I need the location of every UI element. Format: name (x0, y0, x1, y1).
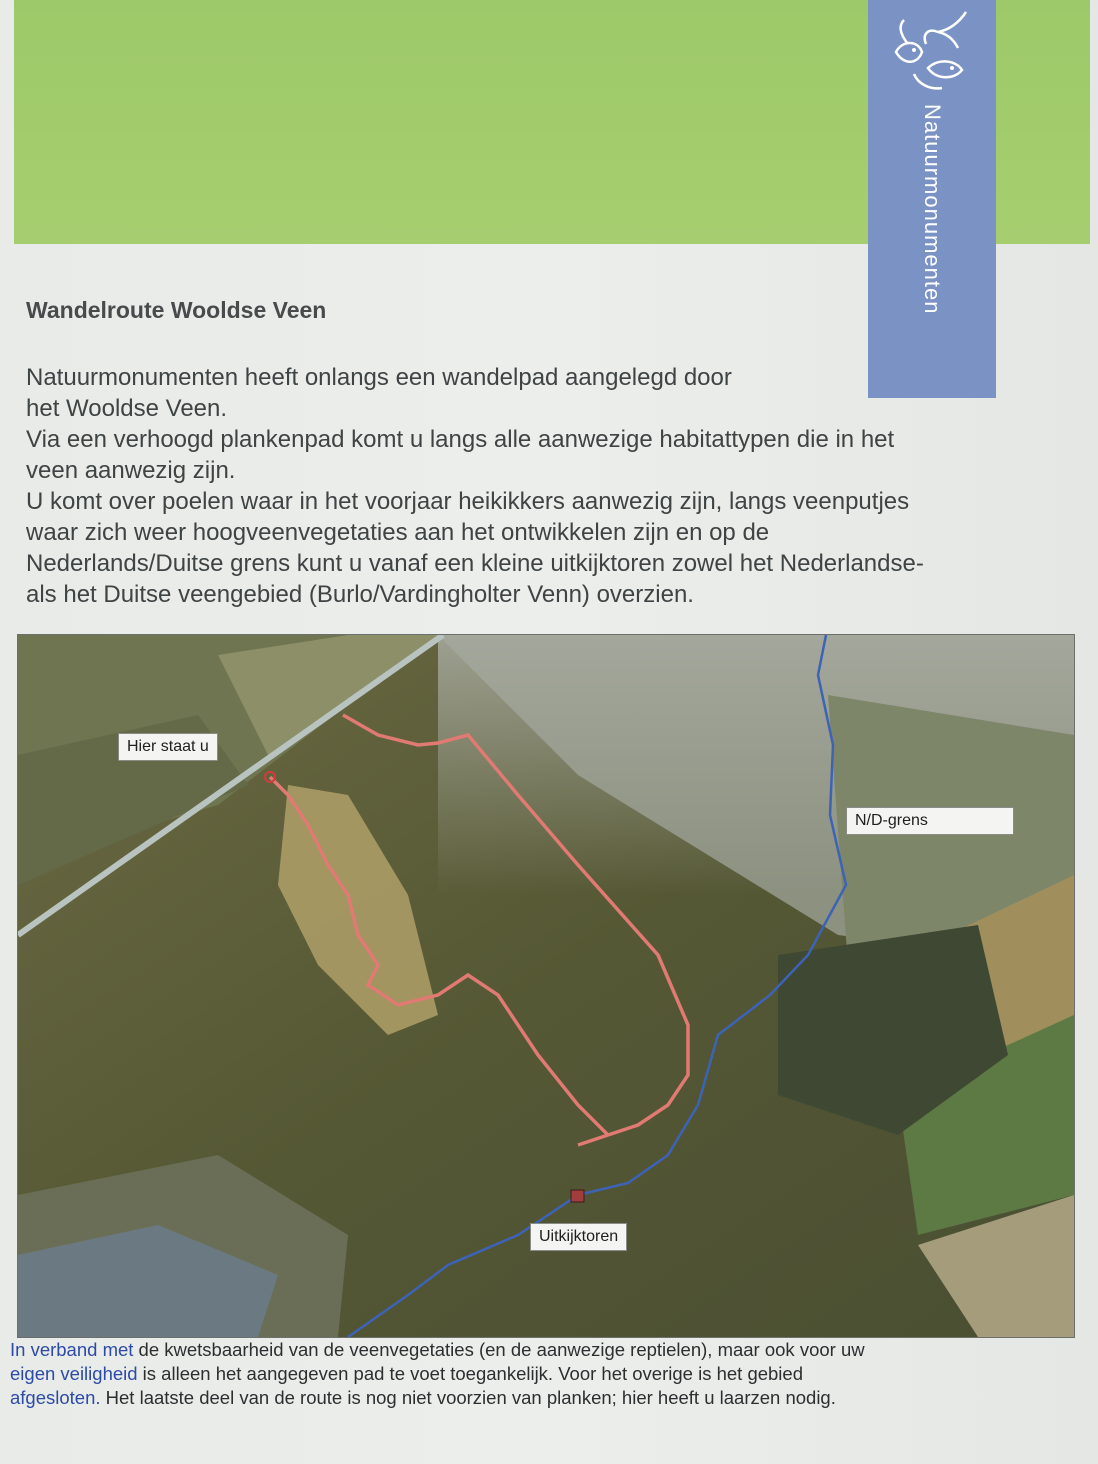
intro-line: als het Duitse veengebied (Burlo/Vardingholter Venn) overzien. (26, 581, 694, 608)
aerial-route-map (17, 634, 1075, 1338)
intro-line: Nederlands/Duitse grens kunt u vanaf een kleine uitkijktoren zowel het Nederlandse- (26, 550, 924, 577)
footer-highlight: In verband met (10, 1339, 134, 1360)
footer-highlight: eigen veiligheid (10, 1363, 138, 1384)
brand-strip (868, 0, 996, 398)
label-uitkijktoren: Uitkijktoren (530, 1223, 627, 1251)
intro-line: Via een verhoogd plankenpad komt u langs alle aanwezige habitattypen die in het (26, 426, 895, 453)
page-title: Wandelroute Wooldse Veen (26, 297, 327, 323)
footer-line (10, 1386, 1070, 1410)
intro-text (26, 362, 1066, 610)
label-hier-staat-u: Hier staat u (118, 733, 218, 761)
footer-text: Het laatste deel van de route is nog niet voorzien van planken; hier heeft u laarzen nodig. (100, 1387, 836, 1408)
footer-highlight: afgesloten. (10, 1387, 101, 1408)
natuurmonumenten-logo-icon (878, 4, 978, 104)
intro-line: het Wooldse Veen. (26, 395, 228, 422)
intro-line: U komt over poelen waar in het voorjaar heikikkers aanwezig zijn, langs veenputjes (26, 488, 910, 515)
footer-line (10, 1362, 1070, 1386)
intro-line: veen aanwezig zijn. (26, 457, 236, 484)
footer-text: is alleen het aangegeven pad te voet toegankelijk. Voor het overige is het gebied (137, 1363, 803, 1384)
footer-line (10, 1338, 1070, 1362)
footer-text: de kwetsbaarheid van de veenvegetaties (en de aanwezige reptielen), maar ook voor uw (133, 1339, 865, 1360)
footer-notice (10, 1338, 1070, 1410)
tower-marker-icon (571, 1190, 584, 1202)
intro-line: waar zich weer hoogveenvegetaties aan het ontwikkelen zijn en op de (26, 519, 770, 546)
brand-name: Natuurmonumenten (920, 104, 945, 315)
intro-line: Natuurmonumenten heeft onlangs een wandelpad aangelegd door (26, 364, 732, 391)
label-border: N/D-grens (846, 807, 1014, 835)
